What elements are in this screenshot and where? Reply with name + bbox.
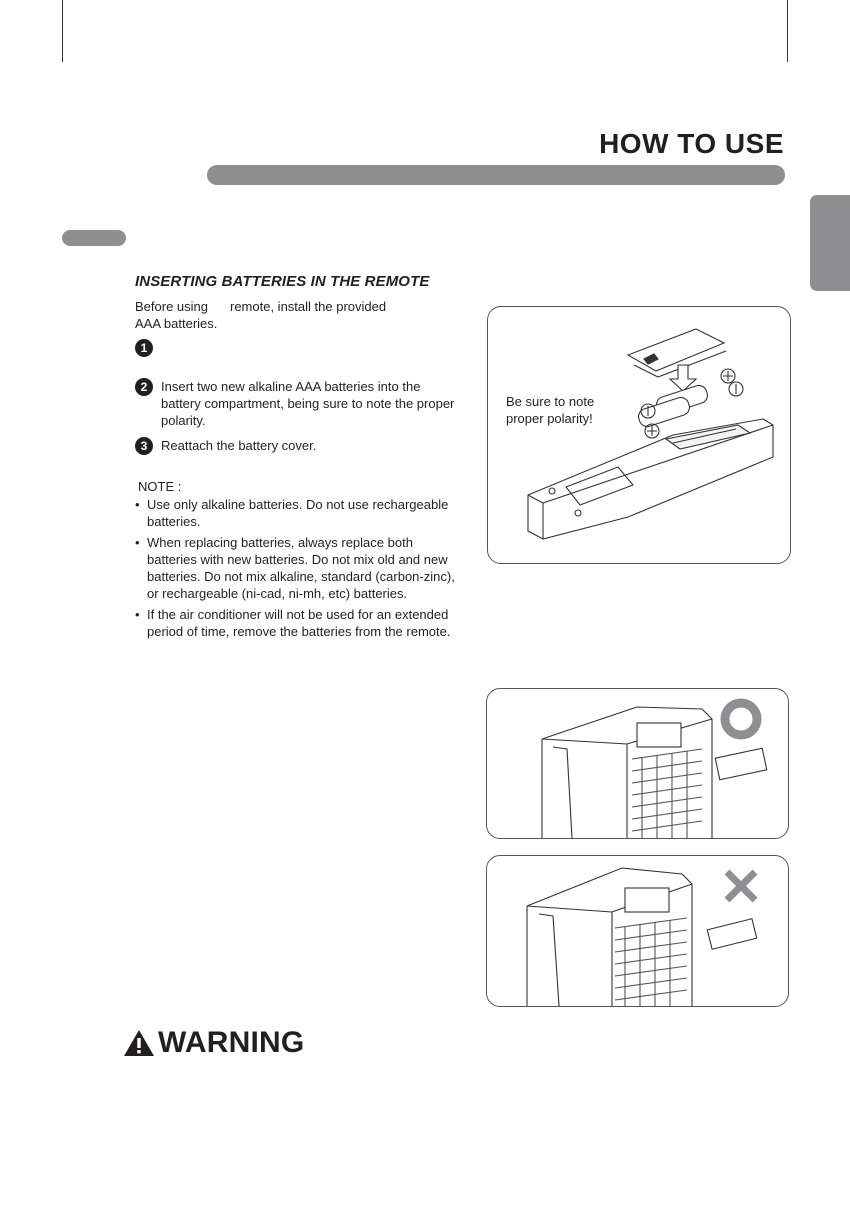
step-text: Insert two new alkaline AAA batteries into the battery compartment, being sure to note the proper polarity. — [161, 379, 455, 428]
section-title: INSERTING BATTERIES IN THE REMOTE — [135, 273, 430, 290]
step-number: 1 — [135, 339, 153, 357]
note-item: • Use only alkaline batteries. Do not use rechargeable batteries. — [135, 496, 455, 530]
note-list — [135, 496, 455, 644]
intro-line2: AAA batteries. — [135, 316, 218, 331]
correct-storage-figure — [486, 688, 789, 839]
step-number: 3 — [135, 437, 153, 455]
step-2 — [135, 378, 455, 429]
section-pill — [62, 230, 126, 246]
remote-battery-figure — [487, 306, 791, 564]
note-item: • When replacing batteries, always replace both batteries with new batteries. Do not mix old and new batteries. Do not mix alkaline, standard (carbon-zinc), or rechargeable (ni-cad, ni-mh, etc) batteries. — [135, 534, 455, 602]
polarity-line2: proper polarity! — [506, 411, 593, 426]
intro-text — [135, 298, 455, 332]
step-text: Reattach the battery cover. — [161, 438, 317, 453]
incorrect-storage-figure — [486, 855, 789, 1007]
crop-mark-top-left — [0, 0, 63, 62]
step-number: 2 — [135, 378, 153, 396]
polarity-line1: Be sure to note — [506, 394, 595, 409]
x-icon — [727, 872, 755, 900]
step-3 — [135, 437, 455, 454]
side-tab — [810, 195, 850, 291]
note-heading: NOTE : — [138, 479, 182, 494]
header-bar — [207, 165, 785, 185]
warning-label: WARNING — [158, 1026, 305, 1059]
intro-part2: remote, install the provided — [230, 299, 387, 314]
note-item: • If the air conditioner will not be used for an extended period of time, remove the batteries from the remote. — [135, 606, 455, 640]
crop-mark-top-right — [787, 0, 850, 62]
unit-with-remote-correct — [487, 689, 788, 838]
intro-part1: Before using — [135, 299, 208, 314]
page-header-title: HOW TO USE — [599, 128, 784, 159]
warning-triangle-icon — [123, 1029, 155, 1057]
unit-with-remote-incorrect — [487, 856, 788, 1006]
remote-illustration — [488, 307, 790, 563]
warning-heading — [123, 1026, 304, 1060]
polarity-callout — [506, 393, 594, 427]
circle-icon — [725, 703, 757, 735]
